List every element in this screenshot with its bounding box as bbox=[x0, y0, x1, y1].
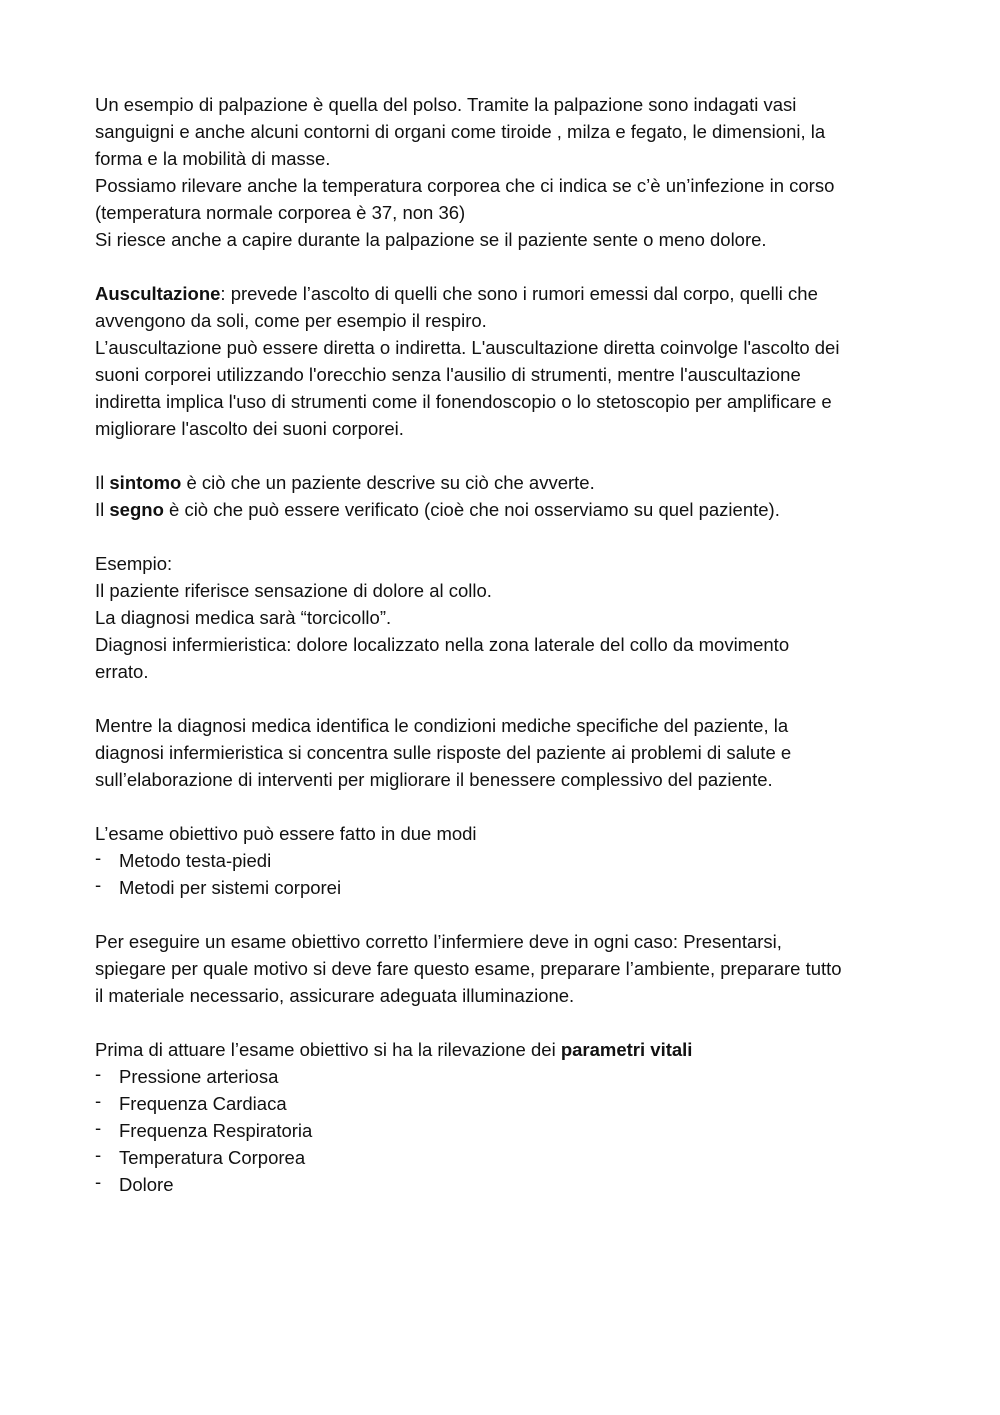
text-line: migliorare l'ascolto dei suoni corporei. bbox=[95, 418, 404, 439]
list-item bbox=[95, 1144, 915, 1171]
paragraph-gap bbox=[95, 685, 915, 712]
text-fragment: : prevede l’ascolto di quelli che sono i rumori emessi dal corpo, quelli che bbox=[220, 283, 818, 304]
text-line: errato. bbox=[95, 661, 149, 682]
text-line: Diagnosi infermieristica: dolore localizzato nella zona laterale del collo da movimento bbox=[95, 634, 790, 655]
list-item bbox=[95, 1063, 915, 1090]
paragraph-sintomo-segno bbox=[95, 469, 915, 523]
text-line: suoni corporei utilizzando l'orecchio senza l'ausilio di strumenti, mentre l'auscultazione bbox=[95, 364, 801, 385]
list-item bbox=[95, 847, 915, 874]
text-line: diagnosi infermieristica si concentra sulle risposte del paziente ai problemi di salute e bbox=[95, 742, 792, 763]
document-page bbox=[95, 91, 915, 1198]
text-line: Un esempio di palpazione è quella del polso. Tramite la palpazione sono indagati vasi bbox=[95, 94, 797, 115]
term-sintomo: sintomo bbox=[109, 472, 182, 493]
text-fragment: Prima di attuare l’esame obiettivo si ha la rilevazione dei bbox=[95, 1039, 561, 1060]
text-line: indiretta implica l'uso di strumenti come il fonendoscopio o lo stetoscopio per amplificare e bbox=[95, 391, 832, 412]
text-line bbox=[95, 469, 915, 496]
text-fragment: Il bbox=[95, 499, 110, 520]
dash-bullet: - bbox=[95, 1090, 102, 1111]
dash-bullet: - bbox=[95, 874, 102, 895]
text-line: Il paziente riferisce sensazione di dolore al collo. bbox=[95, 580, 492, 601]
paragraph-gap bbox=[95, 901, 915, 928]
text-line: forma e la mobilità di masse. bbox=[95, 148, 331, 169]
paragraph-diagnosis-comparison bbox=[95, 712, 915, 793]
text-fragment: è ciò che un paziente descrive su ciò che avverte. bbox=[181, 472, 595, 493]
list-item-label: Metodo testa-piedi bbox=[119, 850, 272, 871]
text-line: Si riesce anche a capire durante la palpazione se il paziente sente o meno dolore. bbox=[95, 229, 767, 250]
paragraph-gap bbox=[95, 523, 915, 550]
list-item-label: Frequenza Cardiaca bbox=[119, 1093, 287, 1114]
paragraph-auscultation bbox=[95, 280, 915, 442]
paragraph-gap bbox=[95, 1009, 915, 1036]
text-line: avvengono da soli, come per esempio il respiro. bbox=[95, 310, 487, 331]
text-line: sanguigni e anche alcuni contorni di organi come tiroide , milza e fegato, le dimensioni, la bbox=[95, 121, 826, 142]
term-parametri-vitali: parametri vitali bbox=[560, 1039, 693, 1060]
dash-bullet: - bbox=[95, 847, 102, 868]
text-line: Esempio: bbox=[95, 553, 173, 574]
text-line: (temperatura normale corporea è 37, non 36) bbox=[95, 202, 466, 223]
list-item-label: Dolore bbox=[119, 1174, 174, 1195]
list-item bbox=[95, 1090, 915, 1117]
list-item-label: Frequenza Respiratoria bbox=[119, 1120, 313, 1141]
text-line: Mentre la diagnosi medica identifica le condizioni mediche specifiche del paziente, la bbox=[95, 715, 789, 736]
text-line: Possiamo rilevare anche la temperatura corporea che ci indica se c’è un’infezione in corso bbox=[95, 175, 835, 196]
paragraph-gap bbox=[95, 793, 915, 820]
list-item bbox=[95, 874, 915, 901]
text-line: il materiale necessario, assicurare adeguata illuminazione. bbox=[95, 985, 575, 1006]
paragraph-exam-methods bbox=[95, 820, 915, 901]
list-item-label: Temperatura Corporea bbox=[119, 1147, 306, 1168]
text-line: spiegare per quale motivo si deve fare questo esame, preparare l’ambiente, preparare tutto bbox=[95, 958, 842, 979]
list-item-label: Pressione arteriosa bbox=[119, 1066, 279, 1087]
list-item-label: Metodi per sistemi corporei bbox=[119, 877, 342, 898]
paragraph-vital-parameters bbox=[95, 1036, 915, 1198]
dash-bullet: - bbox=[95, 1171, 102, 1192]
text-line bbox=[95, 280, 915, 307]
paragraph-gap bbox=[95, 442, 915, 469]
text-line bbox=[95, 496, 915, 523]
text-line: L’auscultazione può essere diretta o indiretta. L'auscultazione diretta coinvolge l'ascolto dei bbox=[95, 337, 840, 358]
text-fragment: Il bbox=[95, 472, 110, 493]
paragraph-example bbox=[95, 550, 915, 685]
text-line: L’esame obiettivo può essere fatto in due modi bbox=[95, 823, 477, 844]
dash-bullet: - bbox=[95, 1063, 102, 1084]
dash-bullet: - bbox=[95, 1144, 102, 1165]
paragraph-palpation bbox=[95, 91, 915, 253]
text-line: sull’elaborazione di interventi per migliorare il benessere complessivo del paziente. bbox=[95, 769, 773, 790]
text-line: La diagnosi medica sarà “torcicollo”. bbox=[95, 607, 392, 628]
list-item bbox=[95, 1171, 915, 1198]
text-fragment: è ciò che può essere verificato (cioè che noi osserviamo su quel paziente). bbox=[163, 499, 780, 520]
term-auscultazione: Auscultazione bbox=[95, 283, 221, 304]
term-segno: segno bbox=[109, 499, 164, 520]
paragraph-exam-procedure bbox=[95, 928, 915, 1009]
text-line bbox=[95, 1036, 915, 1063]
dash-bullet: - bbox=[95, 1117, 102, 1138]
list-item bbox=[95, 1117, 915, 1144]
paragraph-gap bbox=[95, 253, 915, 280]
text-line: Per eseguire un esame obiettivo corretto l’infermiere deve in ogni caso: Presentarsi, bbox=[95, 931, 782, 952]
